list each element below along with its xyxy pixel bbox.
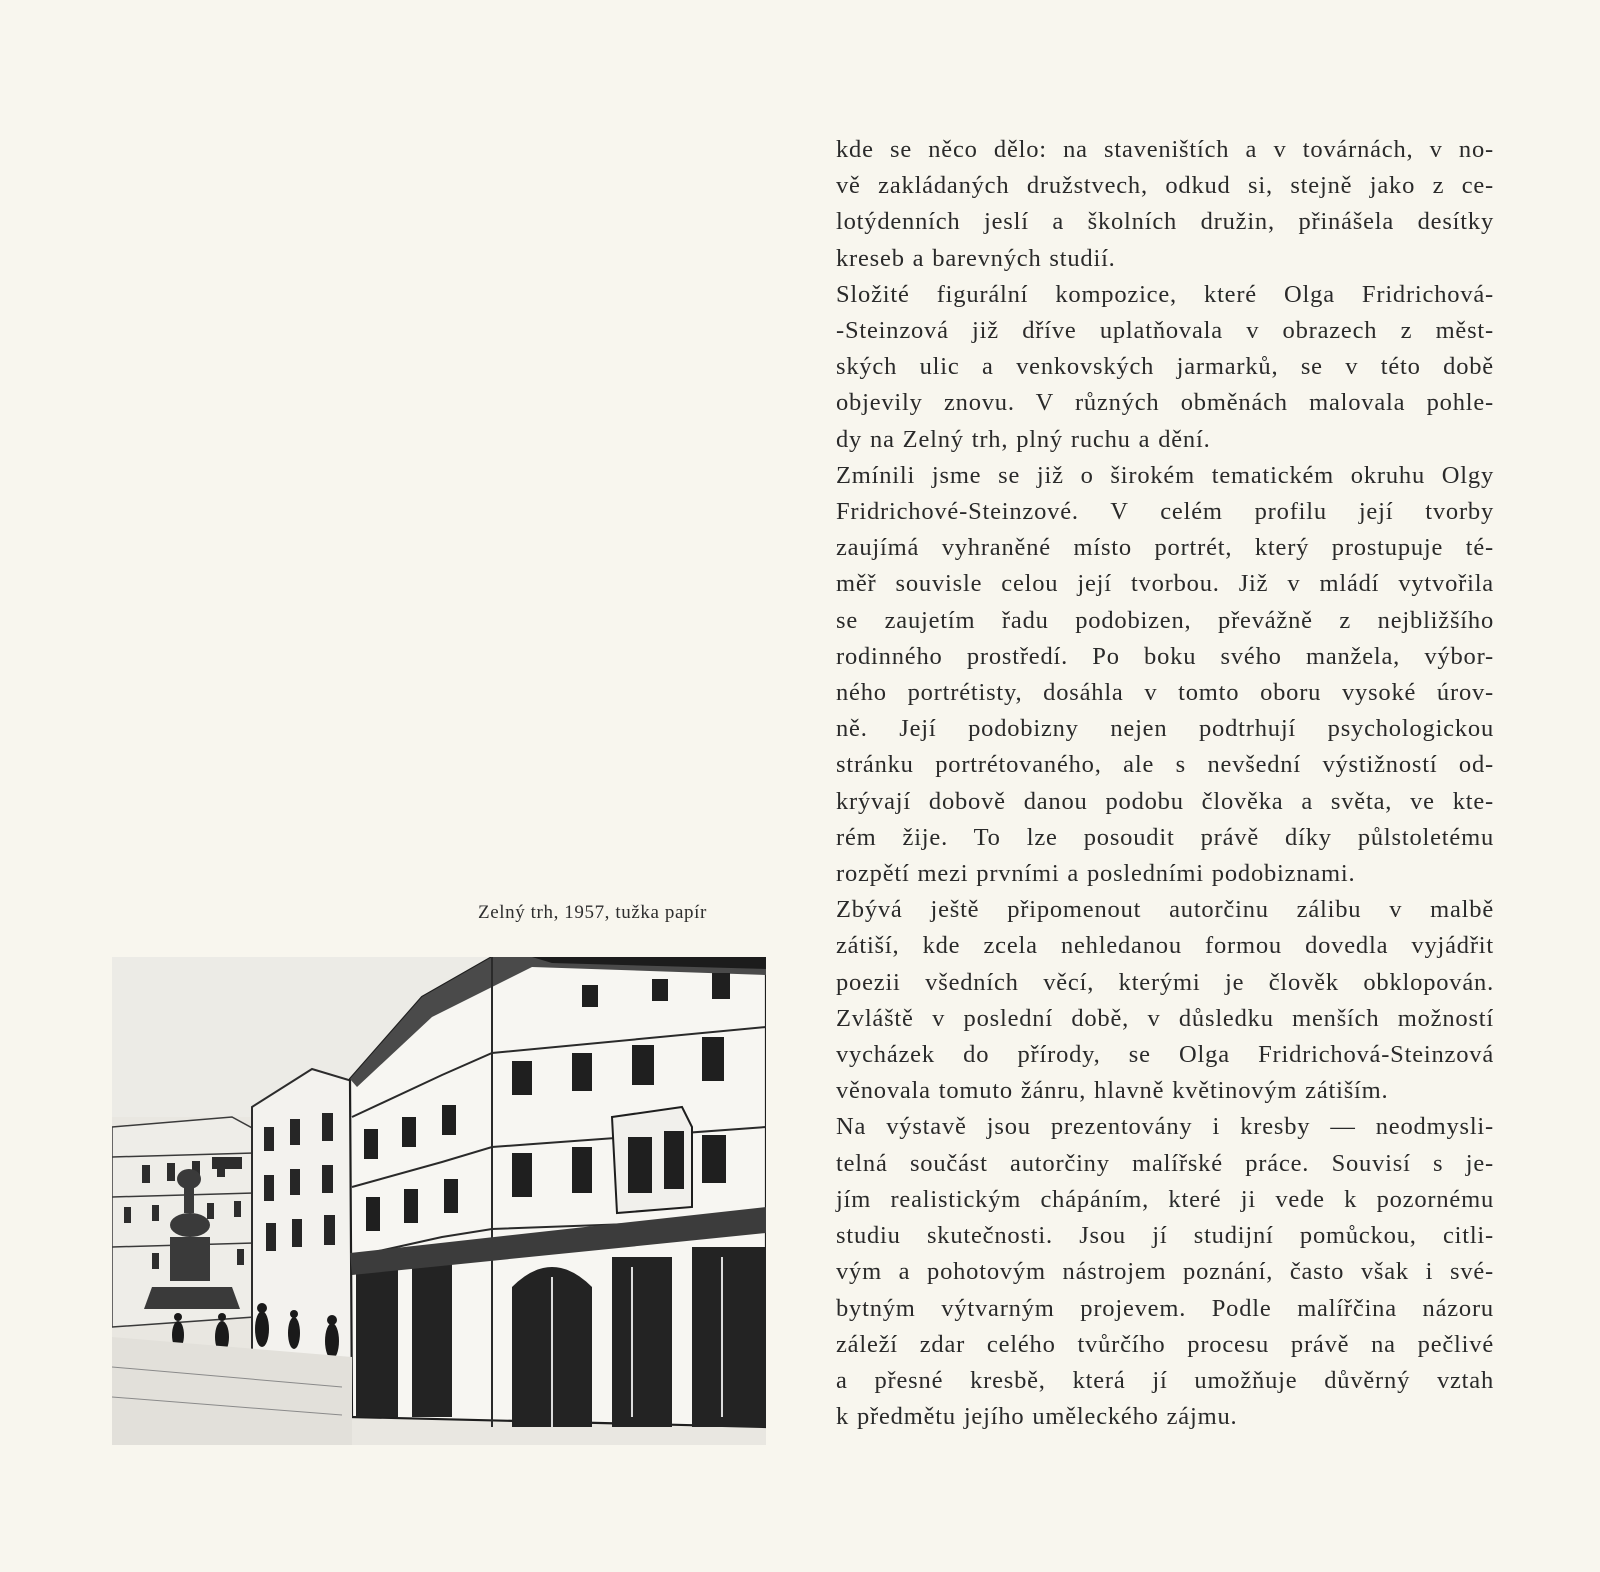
- text-line: rozpětí mezi prvními a posledními podobiznami.: [836, 860, 1356, 888]
- text-line: poezii všedních věcí, kterými je člověk obklopován.: [836, 968, 1494, 996]
- text-line: zátiší, kde zcela nehledanou formou dovedla vyjádřit: [836, 932, 1494, 960]
- paragraph-4: [836, 892, 1494, 1109]
- text-line: Zbývá ještě připomenout autorčinu zálibu v malbě: [836, 896, 1494, 924]
- text-line: zaujímá vyhraněné místo portrét, který prostupuje té-: [836, 534, 1494, 562]
- text-line: věnovala tomuto žánru, hlavně květinovým zátiším.: [836, 1077, 1389, 1105]
- text-line: objevily znovu. V různých obměnách malovala pohle-: [836, 389, 1494, 417]
- text-line: vým a pohotovým nástrojem poznání, často však i své-: [836, 1258, 1494, 1286]
- text-line: stránku portrétovaného, ale s nevšední výstižností od-: [836, 751, 1494, 779]
- text-line: vě zakládaných družstvech, odkud si, stejně jako z ce-: [836, 172, 1494, 200]
- text-line: k předmětu jejího uměleckého zájmu.: [836, 1403, 1238, 1431]
- street-drawing-image: [112, 957, 766, 1445]
- illustration-caption: Zelný trh, 1957, tužka papír: [478, 902, 707, 923]
- text-line: Fridrichové-Steinzové. V celém profilu její tvorby: [836, 498, 1494, 526]
- text-line: bytným výtvarným projevem. Podle malířčina názoru: [836, 1294, 1494, 1322]
- paragraph-3: [836, 458, 1494, 892]
- text-line: telná součást autorčiny malířské práce. Souvisí s je-: [836, 1149, 1494, 1177]
- text-line: Složité figurální kompozice, které Olga Fridrichová-: [836, 280, 1494, 308]
- paragraph-2: [836, 277, 1494, 458]
- text-line: Zmínili jsme se již o širokém tematickém okruhu Olgy: [836, 461, 1494, 489]
- text-line: dy na Zelný trh, plný ruchu a dění.: [836, 425, 1211, 453]
- text-line: jím realistickým chápáním, které ji vede k pozornému: [836, 1185, 1494, 1213]
- text-line: studiu skutečnosti. Jsou jí studijní pomůckou, citli-: [836, 1222, 1494, 1250]
- text-line: ských ulic a venkovských jarmarků, se v této době: [836, 353, 1494, 381]
- text-line: ného portrétisty, dosáhla v tomto oboru vysoké úrov-: [836, 679, 1494, 707]
- text-line: Zvláště v poslední době, v důsledku menších možností: [836, 1004, 1494, 1032]
- street-drawing-svg: [112, 957, 766, 1445]
- text-line: se zaujetím řadu podobizen, převážně z nejbližšího: [836, 606, 1494, 634]
- text-line: vycházek do přírody, se Olga Fridrichová-Steinzová: [836, 1041, 1494, 1069]
- text-line: ně. Její podobizny nejen podtrhují psychologickou: [836, 715, 1494, 743]
- text-line: záleží zdar celého tvůrčího procesu právě na pečlivé: [836, 1330, 1494, 1358]
- text-line: a přesné kresbě, která jí umožňuje důvěrný vztah: [836, 1366, 1494, 1394]
- text-line: krývají dobově danou podobu člověka a světa, ve kte-: [836, 787, 1494, 815]
- text-line: lotýdenních jeslí a školních družin, přinášela desítky: [836, 208, 1494, 236]
- text-line: rodinného prostředí. Po boku svého manžela, výbor-: [836, 642, 1494, 670]
- paragraph-1: [836, 132, 1494, 277]
- text-line: kde se něco dělo: na staveništích a v továrnách, v no-: [836, 136, 1494, 163]
- text-line: rém žije. To lze posoudit právě díky půlstoletému: [836, 823, 1494, 851]
- text-line: kreseb a barevných studií.: [836, 244, 1116, 272]
- text-line: Na výstavě jsou prezentovány i kresby — neodmysli-: [836, 1113, 1494, 1141]
- text-line: -Steinzová již dříve uplatňovala v obrazech z měst-: [836, 317, 1494, 345]
- text-line: měř souvisle celou její tvorbou. Již v mládí vytvořila: [836, 570, 1494, 598]
- body-text-column: [836, 132, 1494, 1435]
- paragraph-5: [836, 1109, 1494, 1435]
